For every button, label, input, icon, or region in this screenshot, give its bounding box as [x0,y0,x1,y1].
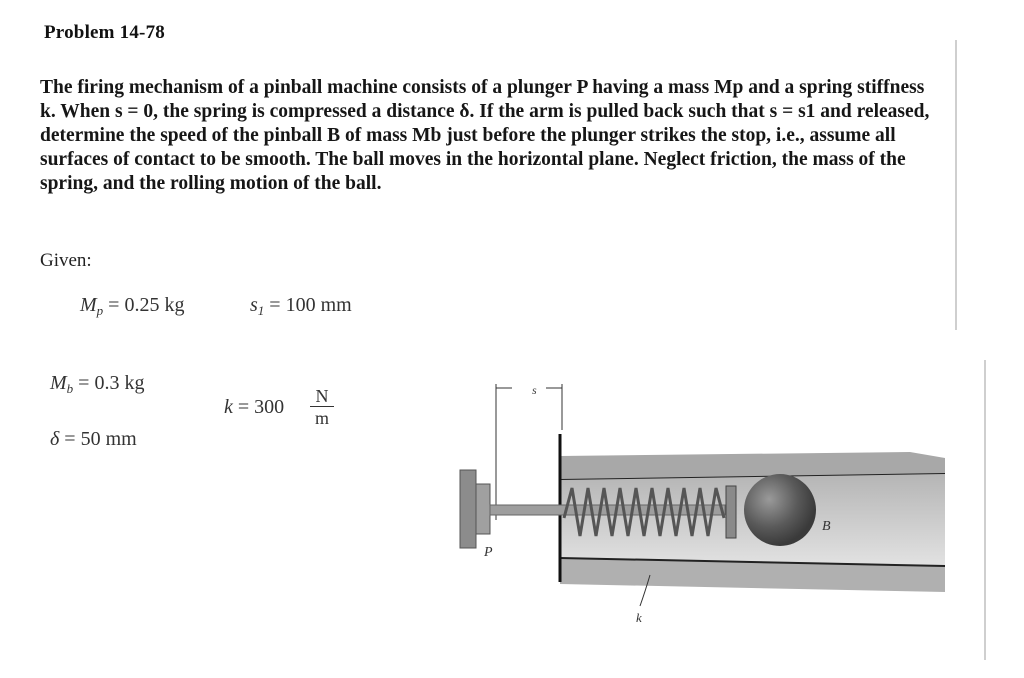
given-s1 [250,294,352,319]
delta-symbol: δ [50,428,60,450]
s1-symbol: s [250,294,258,316]
mp-symbol: M [80,294,97,316]
k-unit-denominator: m [314,408,329,428]
k-equals: = [237,396,250,418]
plunger-collar [476,484,490,534]
mb-symbol: M [50,372,67,394]
plunger-p-label: P [484,545,493,560]
s1-equals: = [269,294,281,316]
delta-value: 50 mm [80,428,137,450]
scan-edge-line [955,40,957,330]
s1-subscript: 1 [257,303,265,318]
mp-value: 0.25 kg [124,294,185,316]
problem-statement [40,76,930,196]
mb-subscript: b [66,381,74,396]
mb-value: 0.3 kg [94,372,145,394]
problem-statement-text: The firing mechanism of a pinball machine consists of a plunger P having a mass Mp and a spring stiffness k. When s = 0, the spring is compressed a distance δ. If the arm is pulled back such that s = s1 and released, determine the speed of the pinball B of mass Mb just before the plunger strikes the stop, i.e., assume all surfaces of contact to be smooth. The ball moves in the horizontal plane. Neglect friction, the mass of the spring, and the rolling motion of the ball. [40,77,930,194]
k-unit-numerator: N [310,386,334,407]
pinball-figure [440,370,960,640]
dimension-s-label: s [532,383,537,397]
mp-subscript: p [96,303,104,318]
spring-k-label: k [636,610,642,625]
given-mb [50,372,144,397]
ball-b-label: B [822,519,831,534]
delta-equals: = [64,428,76,450]
pinball-ball [744,474,816,546]
problem-title: Problem 14-78 [44,22,165,43]
plunger-knob [460,470,476,548]
k-unit-fraction [310,386,334,429]
plunger-head [726,486,736,538]
s1-value: 100 mm [285,294,352,316]
mb-equals: = [78,372,90,394]
given-label: Given: [40,250,92,271]
given-delta [50,428,137,451]
mp-equals: = [108,294,120,316]
given-mp [80,294,184,319]
scan-edge-line [984,360,986,660]
k-symbol: k [224,396,233,418]
k-value: 300 [254,396,285,418]
given-k [224,396,284,419]
